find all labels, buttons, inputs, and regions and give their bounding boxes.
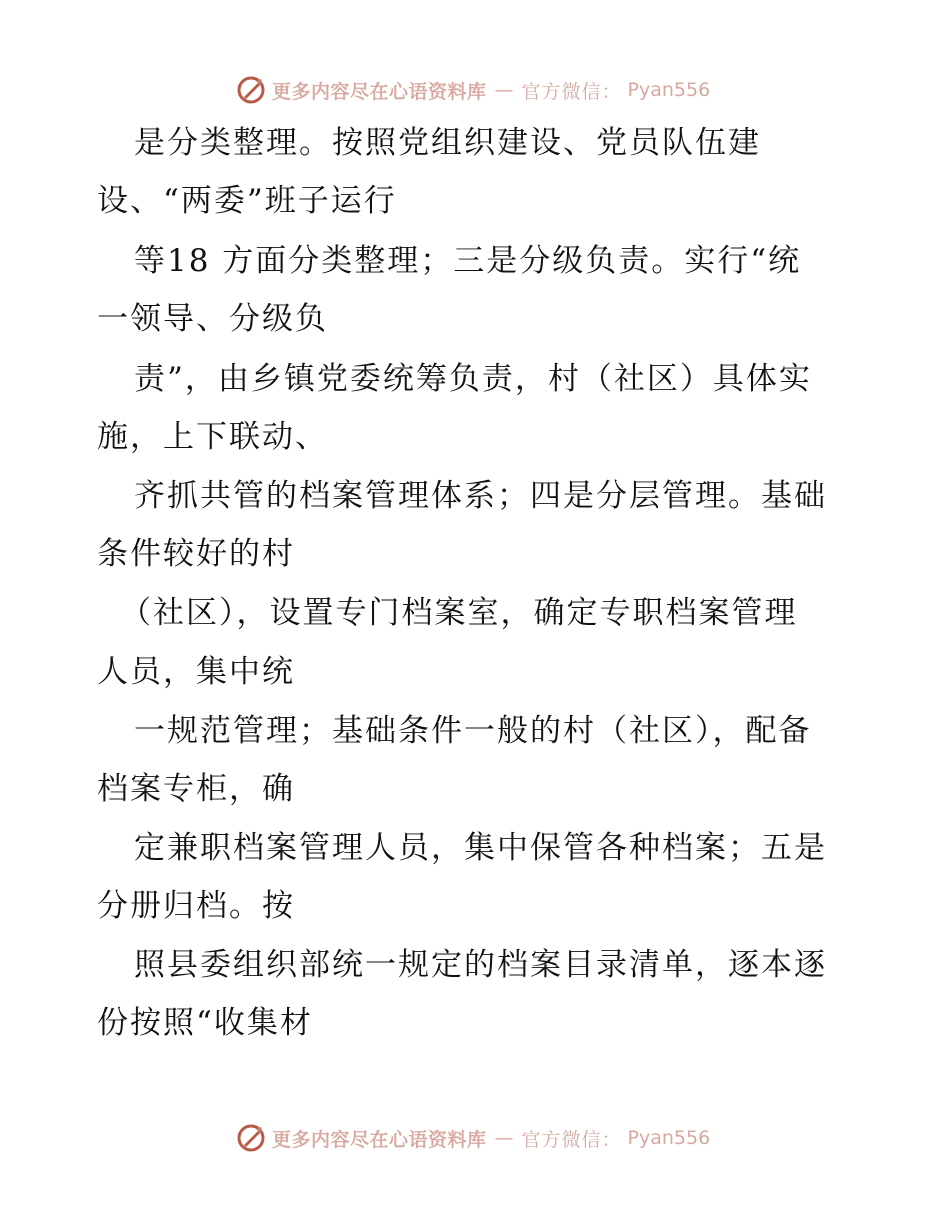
- text-line-16: 份按照“收集材: [97, 1005, 313, 1041]
- text-line-5: 责”，由乡镇党委统筹负责，村（社区）具体实: [134, 361, 812, 397]
- text-line-11: 一规范管理；基础条件一般的村（社区），配备: [134, 713, 812, 749]
- text-line-4: 一领导、分级负: [97, 301, 328, 337]
- watermark-brand-text: 更多内容尽在心语资料库: [272, 1128, 487, 1151]
- text-line-8: 条件较好的村: [97, 536, 295, 572]
- text-line-13: 定兼职档案管理人员，集中保管各种档案；五是: [134, 830, 827, 866]
- watermark-official-label: 官方微信：: [521, 80, 622, 103]
- text-line-7: 齐抓共管的档案管理体系；四是分层管理。基础: [134, 478, 827, 514]
- header-watermark: [236, 72, 796, 108]
- text-line-14: 分册归档。按: [97, 888, 295, 924]
- quill-pen-logo-icon: [236, 75, 266, 105]
- text-line-2: 设、“两委”班子运行: [97, 183, 397, 219]
- text-line-15: 照县委组织部统一规定的档案目录清单，逐本逐: [134, 947, 827, 983]
- text-line-1: 是分类整理。按照党组织建设、党员队伍建: [134, 125, 761, 161]
- text-line-9: （社区），设置专门档案室，确定专职档案管理: [120, 595, 798, 631]
- text-line-10: 人员，集中统: [97, 654, 295, 690]
- text-line-6: 施，上下联动、: [97, 419, 328, 455]
- watermark-brand-text: 更多内容尽在心语资料库: [272, 80, 487, 103]
- quill-pen-logo-icon: [236, 1123, 266, 1153]
- watermark-wechat-id: Pyan556: [627, 1127, 711, 1149]
- watermark-wechat-id: Pyan556: [627, 79, 711, 101]
- watermark-dash: —: [494, 79, 514, 101]
- footer-watermark: [236, 1120, 796, 1156]
- text-line-12: 档案专柜，确: [97, 771, 295, 807]
- text-line-3: 等18 方面分类整理；三是分级负责。实行“统: [134, 243, 802, 279]
- watermark-official-label: 官方微信：: [521, 1128, 622, 1151]
- watermark-dash: —: [494, 1127, 514, 1149]
